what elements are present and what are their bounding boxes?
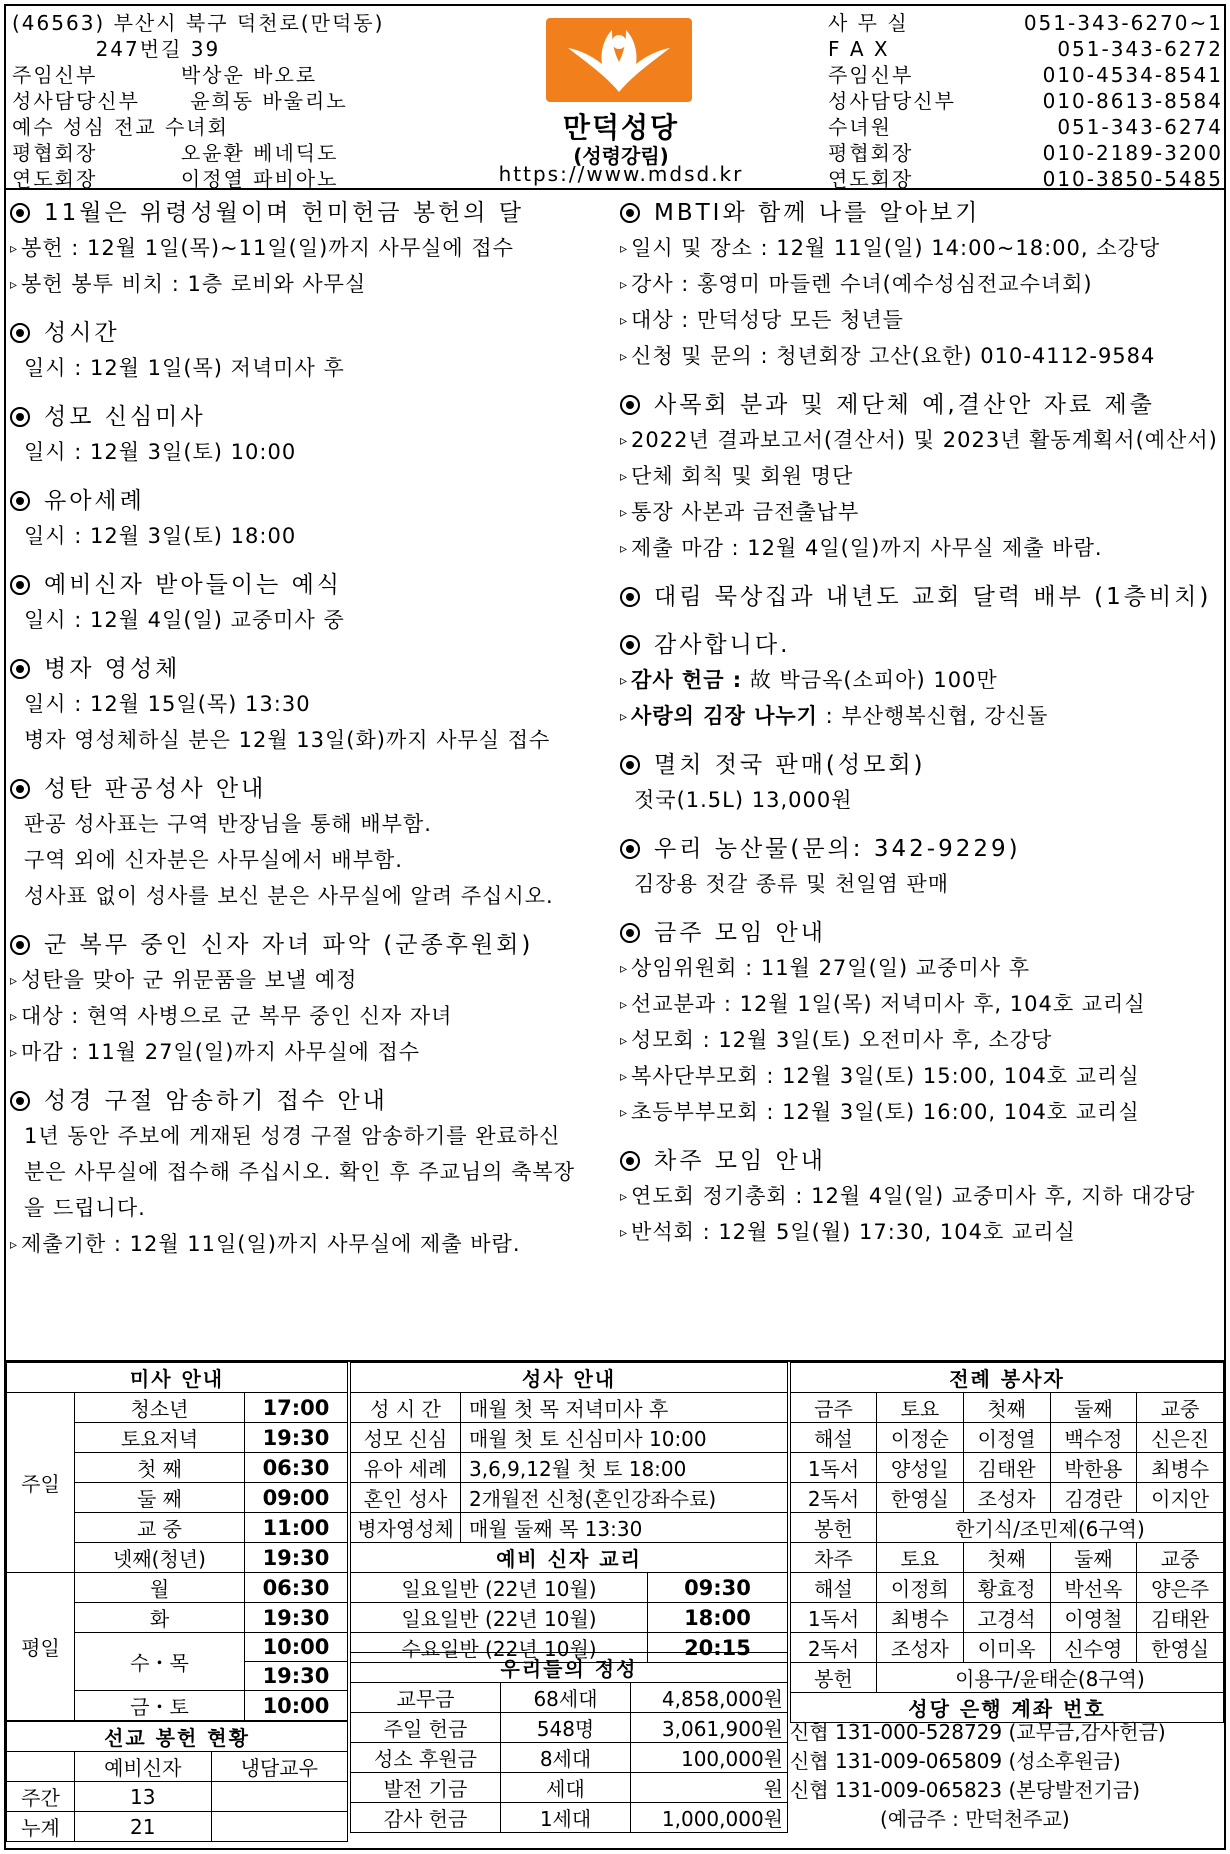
notice-title: 예비신자 받아들이는 예식 xyxy=(10,568,610,602)
liturgy-header: 금주 xyxy=(791,1393,877,1423)
notice-section xyxy=(10,484,610,554)
triangle-bullet-icon: ▹ xyxy=(620,505,629,521)
notice-line: ▹ 연도회 정기총회 : 12월 4일(일) 교중미사 후, 지하 대강당 xyxy=(620,1184,1196,1208)
notice-line: 성사표 없이 성사를 보신 분은 사무실에 알려 주십시오. xyxy=(24,884,554,908)
catechism-time: 18:00 xyxy=(648,1603,788,1633)
staff-line: 주임신부 박상운 바오로 xyxy=(12,63,318,87)
mass-time: 19:30 xyxy=(245,1423,348,1453)
notice-line: ▹ 단체 회칙 및 회원 명단 xyxy=(620,464,854,488)
notices-left-column xyxy=(10,196,610,1276)
offering-count: 548명 xyxy=(501,1713,631,1743)
catechism-time: 09:30 xyxy=(648,1573,788,1603)
notice-title: 11월은 위령성월이며 헌미헌금 봉헌의 달 xyxy=(10,196,610,230)
contact-row: 성사담당신부 010-8613-8584 xyxy=(828,89,1223,113)
notice-line: ▹ 일시 및 장소 : 12월 11일(일) 14:00~18:00, 소강당 xyxy=(620,236,1161,260)
offering-table xyxy=(350,1652,788,1833)
mass-name: 월 xyxy=(75,1573,245,1603)
notice-title: 성경 구절 암송하기 접수 안내 xyxy=(10,1084,610,1118)
mission-title: 선교 봉헌 현황 xyxy=(7,1722,348,1752)
triangle-bullet-icon: ▹ xyxy=(10,973,19,989)
liturgy-header: 첫째 xyxy=(963,1393,1050,1423)
liturgy-person: 박선옥 xyxy=(1050,1573,1137,1603)
notice-title: 성시간 xyxy=(10,316,610,350)
notice-line: 일시 : 12월 3일(토) 10:00 xyxy=(24,440,297,464)
mass-time: 19:30 xyxy=(245,1543,348,1573)
liturgy-header: 둘째 xyxy=(1050,1543,1137,1573)
triangle-bullet-icon: ▹ xyxy=(620,277,629,293)
notice-title: 유아세례 xyxy=(10,484,610,518)
notice-section xyxy=(10,316,610,386)
address-line: 247번길 39 xyxy=(12,37,221,61)
offering-amount: 100,000원 xyxy=(631,1743,788,1773)
triangle-bullet-icon: ▹ xyxy=(620,469,629,485)
parish-contact-right xyxy=(828,10,1223,192)
catechism-time: 20:15 xyxy=(648,1633,788,1663)
notice-section xyxy=(620,916,1226,1130)
staff-line: 예수 성심 전교 수녀회 xyxy=(12,115,229,139)
contact-row: 연도회장 010-3850-5485 xyxy=(828,167,1223,191)
notice-section xyxy=(620,628,1226,734)
offering-name: 발전 기금 xyxy=(351,1773,501,1803)
notice-title: 금주 모임 안내 xyxy=(620,916,1226,950)
bank-account-holder: (예금주 : 만덕천주교) xyxy=(880,1807,1070,1831)
notice-line: ▹ 제출기한 : 12월 11일(일)까지 사무실에 제출 바람. xyxy=(10,1232,521,1256)
offering-count: 8세대 xyxy=(501,1743,631,1773)
bullseye-icon xyxy=(10,323,30,343)
catechism-class: 일요일반 (22년 10월) xyxy=(351,1573,648,1603)
parish-name: 만덕성당 xyxy=(562,111,680,144)
notice-line: ▹ 봉헌 봉투 비치 : 1층 로비와 사무실 xyxy=(10,272,367,296)
offering-name: 감사 헌금 xyxy=(351,1803,501,1833)
notice-line: ▹ 반석회 : 12월 5일(월) 17:30, 104호 교리실 xyxy=(620,1220,1076,1244)
notice-line: 1년 동안 주보에 게재된 성경 구절 암송하기를 완료하신 xyxy=(24,1124,561,1148)
triangle-bullet-icon: ▹ xyxy=(620,349,629,365)
mass-name: 첫 째 xyxy=(75,1453,245,1483)
notice-line: ▹ 성탄을 맞아 군 위문품을 보낼 예정 xyxy=(10,968,358,992)
sacrament-desc: 2개월전 신청(혼인강좌수료) xyxy=(461,1483,788,1513)
bullseye-icon xyxy=(620,839,640,859)
liturgy-role: 봉헌 xyxy=(791,1663,877,1693)
triangle-bullet-icon: ▹ xyxy=(620,1189,629,1205)
liturgy-header: 차주 xyxy=(791,1543,877,1573)
liturgy-person: 이정순 xyxy=(877,1423,964,1453)
offering-count: 세대 xyxy=(501,1773,631,1803)
notice-line: ▹ 사랑의 김장 나누기 : 부산행복신협, 강신돌 xyxy=(620,704,1049,728)
liturgy-person: 조성자 xyxy=(877,1633,964,1663)
notice-line: ▹ 마감 : 11월 27일(일)까지 사무실에 접수 xyxy=(10,1040,421,1064)
notice-section xyxy=(10,772,610,914)
sacrament-name: 유아 세례 xyxy=(351,1453,461,1483)
liturgy-person: 고경석 xyxy=(963,1603,1050,1633)
bullseye-icon xyxy=(10,1091,30,1111)
mass-name: 교 중 xyxy=(75,1513,245,1543)
liturgy-table xyxy=(790,1362,1224,1723)
weekday-label: 평일 xyxy=(7,1573,75,1721)
contact-row: 주임신부 010-4534-8541 xyxy=(828,63,1223,87)
bullseye-icon xyxy=(620,587,640,607)
sacrament-name: 성모 신심 xyxy=(351,1423,461,1453)
notice-section xyxy=(620,748,1226,818)
notice-title: 우리 농산물(문의: 342-9229) xyxy=(620,832,1226,866)
liturgy-person: 이정열 xyxy=(963,1423,1050,1453)
liturgy-role: 봉헌 xyxy=(791,1513,877,1543)
liturgy-person: 이미옥 xyxy=(963,1633,1050,1663)
parish-url[interactable]: https://www.mdsd.kr xyxy=(498,162,744,186)
sacrament-name: 성 시 간 xyxy=(351,1393,461,1423)
notice-line: 판공 성사표는 구역 반장님을 통해 배부함. xyxy=(24,812,432,836)
triangle-bullet-icon: ▹ xyxy=(620,1069,629,1085)
notice-section xyxy=(620,388,1226,566)
liturgy-person: 조성자 xyxy=(963,1483,1050,1513)
mass-time: 06:30 xyxy=(245,1453,348,1483)
mass-time: 17:00 xyxy=(245,1393,348,1423)
sacrament-table xyxy=(350,1362,788,1663)
notice-title: 차주 모임 안내 xyxy=(620,1144,1226,1178)
notice-section xyxy=(10,652,610,758)
liturgy-person: 이지안 xyxy=(1137,1483,1224,1513)
mission-value: 21 xyxy=(75,1812,212,1842)
parish-contact-left xyxy=(12,10,384,192)
triangle-bullet-icon: ▹ xyxy=(620,997,629,1013)
notices-right-column xyxy=(620,196,1226,1264)
sacrament-desc: 매월 첫 토 신심미사 10:00 xyxy=(461,1423,788,1453)
liturgy-header: 첫째 xyxy=(963,1543,1050,1573)
bullseye-icon xyxy=(620,635,640,655)
triangle-bullet-icon: ▹ xyxy=(10,1009,19,1025)
notice-line: ▹ 신청 및 문의 : 청년회장 고산(요한) 010-4112-9584 xyxy=(620,344,1156,368)
contact-row: 수녀원 051-343-6274 xyxy=(828,115,1223,139)
bullseye-icon xyxy=(10,575,30,595)
address-line: (46563) 부산시 북구 덕천로(만덕동) xyxy=(12,11,385,35)
notice-section xyxy=(620,196,1226,374)
mass-time: 09:00 xyxy=(245,1483,348,1513)
bullseye-icon xyxy=(10,407,30,427)
mission-col: 예비신자 xyxy=(75,1752,212,1782)
triangle-bullet-icon: ▹ xyxy=(620,1033,629,1049)
notice-title: 군 복무 중인 신자 자녀 파악 (군종후원회) xyxy=(10,928,610,962)
liturgy-role: 2독서 xyxy=(791,1633,877,1663)
dove-icon xyxy=(546,18,692,102)
notice-line: ▹ 강사 : 홍영미 마들렌 수녀(예수성심전교수녀회) xyxy=(620,272,1093,296)
triangle-bullet-icon: ▹ xyxy=(620,433,629,449)
notice-line: 분은 사무실에 접수해 주십시오. 확인 후 주교님의 축복장 xyxy=(24,1160,575,1184)
notice-section xyxy=(10,400,610,470)
triangle-bullet-icon: ▹ xyxy=(620,313,629,329)
liturgy-person: 최병수 xyxy=(877,1603,964,1633)
bullseye-icon xyxy=(10,203,30,223)
mass-time: 10:00 xyxy=(245,1691,348,1721)
liturgy-header: 토요 xyxy=(877,1393,964,1423)
liturgy-role: 해설 xyxy=(791,1573,877,1603)
liturgy-person: 신은진 xyxy=(1137,1423,1224,1453)
offering-count: 1세대 xyxy=(501,1803,631,1833)
notice-section xyxy=(10,196,610,302)
notice-title: 사목회 분과 및 제단체 예,결산안 자료 제출 xyxy=(620,388,1226,422)
liturgy-person: 한영실 xyxy=(1137,1633,1224,1663)
bulletin-header xyxy=(4,4,1226,190)
bank-account-line: 신협 131-000-528729 (교무금,감사헌금) xyxy=(790,1720,1166,1744)
bullseye-icon xyxy=(620,203,640,223)
bank-account-line: 신협 131-009-065823 (본당발전기금) xyxy=(790,1778,1141,1802)
bank-account-line: 신협 131-009-065809 (성소후원금) xyxy=(790,1749,1121,1773)
liturgy-person: 황효정 xyxy=(963,1573,1050,1603)
notice-line: ▹ 선교분과 : 12월 1일(목) 저녁미사 후, 104호 교리실 xyxy=(620,992,1146,1016)
sacrament-desc: 3,6,9,12월 첫 토 18:00 xyxy=(461,1453,788,1483)
mission-row-label: 주간 xyxy=(7,1782,75,1812)
notice-line: 구역 외에 신자분은 사무실에서 배부함. xyxy=(24,848,403,872)
bullseye-icon xyxy=(10,659,30,679)
contact-row: 평협회장 010-2189-3200 xyxy=(828,141,1223,165)
liturgy-role: 1독서 xyxy=(791,1603,877,1633)
bullseye-icon xyxy=(10,779,30,799)
notice-title: 병자 영성체 xyxy=(10,652,610,686)
liturgy-header: 교중 xyxy=(1137,1543,1224,1573)
notice-title: 감사합니다. xyxy=(620,628,1226,662)
staff-line: 성사담당신부 윤희동 바울리노 xyxy=(12,89,348,113)
liturgy-person: 양성일 xyxy=(877,1453,964,1483)
notice-line: ▹ 통장 사본과 금전출납부 xyxy=(620,500,860,524)
offering-amount: 원 xyxy=(631,1773,788,1803)
notice-line: 병자 영성체하실 분은 12월 13일(화)까지 사무실 접수 xyxy=(24,728,551,752)
notice-line: ▹ 2022년 결과보고서(결산서) 및 2023년 활동계획서(예산서) xyxy=(620,428,1218,452)
sacrament-desc: 매월 둘째 목 13:30 xyxy=(461,1513,788,1543)
liturgy-header: 교중 xyxy=(1137,1393,1224,1423)
offering-amount: 4,858,000원 xyxy=(631,1683,788,1713)
triangle-bullet-icon: ▹ xyxy=(10,1045,19,1061)
mass-name: 넷째(청년) xyxy=(75,1543,245,1573)
notice-section xyxy=(620,832,1226,902)
contact-row: 사 무 실 051-343-6270~1 xyxy=(828,11,1223,35)
liturgy-header: 토요 xyxy=(877,1543,964,1573)
liturgy-person: 양은주 xyxy=(1137,1573,1224,1603)
liturgy-title: 전례 봉사자 xyxy=(791,1363,1224,1393)
mission-value: 13 xyxy=(75,1782,212,1812)
catechism-title: 예비 신자 교리 xyxy=(351,1543,788,1573)
notice-line: 일시 : 12월 3일(토) 18:00 xyxy=(24,524,297,548)
mass-time: 10:00 xyxy=(245,1633,348,1662)
liturgy-person: 김경란 xyxy=(1050,1483,1137,1513)
liturgy-role: 2독서 xyxy=(791,1483,877,1513)
mission-row-label: 누계 xyxy=(7,1812,75,1842)
notice-title: 대림 묵상집과 내년도 교회 달력 배부 (1층비치) xyxy=(620,580,1226,614)
mass-time: 19:30 xyxy=(245,1662,348,1691)
notice-section xyxy=(10,928,610,1070)
notice-line: 일시 : 12월 1일(목) 저녁미사 후 xyxy=(24,356,345,380)
liturgy-person: 신수영 xyxy=(1050,1633,1137,1663)
offering-count: 68세대 xyxy=(501,1683,631,1713)
sacrament-name: 혼인 성사 xyxy=(351,1483,461,1513)
notice-title: 멸치 젓국 판매(성모회) xyxy=(620,748,1226,782)
mission-value xyxy=(211,1782,348,1812)
staff-line: 연도회장 이정열 파비아노 xyxy=(12,167,339,191)
bullseye-icon xyxy=(620,1151,640,1171)
triangle-bullet-icon: ▹ xyxy=(10,241,19,257)
mass-time: 06:30 xyxy=(245,1573,348,1603)
mass-time: 19:30 xyxy=(245,1603,348,1633)
mass-name: 수・목 xyxy=(75,1633,245,1691)
notice-line: 젓국(1.5L) 13,000원 xyxy=(634,788,853,812)
bullseye-icon xyxy=(620,395,640,415)
mass-name: 화 xyxy=(75,1603,245,1633)
notice-line: ▹ 복사단부모회 : 12월 3일(토) 15:00, 104호 교리실 xyxy=(620,1064,1140,1088)
mass-name: 청소년 xyxy=(75,1393,245,1423)
triangle-bullet-icon: ▹ xyxy=(620,241,629,257)
sunday-label: 주일 xyxy=(7,1393,75,1573)
notices-area xyxy=(4,190,1226,1360)
notice-title: MBTI와 함께 나를 알아보기 xyxy=(620,196,1226,230)
bullseye-icon xyxy=(620,755,640,775)
notice-line: ▹ 상임위원회 : 11월 27일(일) 교중미사 후 xyxy=(620,956,1031,980)
triangle-bullet-icon: ▹ xyxy=(620,1105,629,1121)
notice-section xyxy=(620,1144,1226,1250)
offering-amount: 1,000,000원 xyxy=(631,1803,788,1833)
mass-title: 미사 안내 xyxy=(7,1363,348,1393)
notice-line: 일시 : 12월 4일(일) 교중미사 중 xyxy=(24,608,345,632)
bullseye-icon xyxy=(620,923,640,943)
notice-line: ▹ 제출 마감 : 12월 4일(일)까지 사무실 제출 바람. xyxy=(620,536,1103,560)
notice-section xyxy=(10,1084,610,1262)
offering-name: 교무금 xyxy=(351,1683,501,1713)
triangle-bullet-icon: ▹ xyxy=(10,1237,19,1253)
notice-section xyxy=(10,568,610,638)
mission-value xyxy=(211,1812,348,1842)
notice-title: 성탄 판공성사 안내 xyxy=(10,772,610,806)
notice-line: ▹ 감사 헌금 : 故 박금옥(소피아) 100만 xyxy=(620,668,998,692)
catechism-class: 수요일반 (22년 10월) xyxy=(351,1633,648,1663)
liturgy-offering: 한기식/조민제(6구역) xyxy=(877,1513,1224,1543)
bullseye-icon xyxy=(10,935,30,955)
liturgy-person: 김태완 xyxy=(963,1453,1050,1483)
sacrament-title: 성사 안내 xyxy=(351,1363,788,1393)
notice-line: ▹ 성모회 : 12월 3일(토) 오전미사 후, 소강당 xyxy=(620,1028,1053,1052)
notice-section xyxy=(620,580,1226,614)
liturgy-person: 박한용 xyxy=(1050,1453,1137,1483)
offering-title: 우리들의 정성 xyxy=(351,1653,788,1683)
notice-line: ▹ 대상 : 만덕성당 모든 청년들 xyxy=(620,308,904,332)
notice-line: ▹ 초등부부모회 : 12월 3일(토) 16:00, 104호 교리실 xyxy=(620,1100,1140,1124)
offering-name: 성소 후원금 xyxy=(351,1743,501,1773)
liturgy-offering: 이용구/윤태순(8구역) xyxy=(877,1663,1224,1693)
triangle-bullet-icon: ▹ xyxy=(620,709,629,725)
mission-col: 냉담교우 xyxy=(211,1752,348,1782)
liturgy-person: 한영실 xyxy=(877,1483,964,1513)
bank-title: 성당 은행 계좌 번호 xyxy=(791,1693,1224,1723)
liturgy-role: 1독서 xyxy=(791,1453,877,1483)
triangle-bullet-icon: ▹ xyxy=(620,673,629,689)
bank-accounts xyxy=(790,1718,1222,1834)
sacrament-desc: 매월 첫 목 저녁미사 후 xyxy=(461,1393,788,1423)
mass-schedule-table xyxy=(6,1362,348,1721)
mass-name: 토요저녁 xyxy=(75,1423,245,1453)
mass-name: 둘 째 xyxy=(75,1483,245,1513)
notice-line: 일시 : 12월 15일(목) 13:30 xyxy=(24,692,311,716)
triangle-bullet-icon: ▹ xyxy=(620,961,629,977)
liturgy-header: 둘째 xyxy=(1050,1393,1137,1423)
triangle-bullet-icon: ▹ xyxy=(620,1225,629,1241)
dove-logo xyxy=(546,18,692,102)
notice-line: ▹ 봉헌 : 12월 1일(목)~11일(일)까지 사무실에 접수 xyxy=(10,236,514,260)
bullseye-icon xyxy=(10,491,30,511)
catechism-class: 일요일반 (22년 10월) xyxy=(351,1603,648,1633)
liturgy-role: 해설 xyxy=(791,1423,877,1453)
notice-line: 을 드립니다. xyxy=(24,1196,146,1220)
notice-line: ▹ 대상 : 현역 사병으로 군 복무 중인 신자 자녀 xyxy=(10,1004,453,1028)
offering-name: 주일 헌금 xyxy=(351,1713,501,1743)
mission-status-table xyxy=(6,1721,348,1842)
mass-name: 금・토 xyxy=(75,1691,245,1721)
mass-time: 11:00 xyxy=(245,1513,348,1543)
triangle-bullet-icon: ▹ xyxy=(620,541,629,557)
liturgy-person: 백수정 xyxy=(1050,1423,1137,1453)
liturgy-person: 최병수 xyxy=(1137,1453,1224,1483)
notice-title: 성모 신심미사 xyxy=(10,400,610,434)
offering-amount: 3,061,900원 xyxy=(631,1713,788,1743)
liturgy-person: 김태완 xyxy=(1137,1603,1224,1633)
notice-line: 김장용 젓갈 종류 및 천일염 판매 xyxy=(634,872,950,896)
liturgy-person: 이정희 xyxy=(877,1573,964,1603)
triangle-bullet-icon: ▹ xyxy=(10,277,19,293)
staff-line: 평협회장 오윤환 베네딕도 xyxy=(12,141,339,165)
liturgy-person: 이영철 xyxy=(1050,1603,1137,1633)
parish-subtitle: (성령강림) xyxy=(573,144,669,168)
contact-row: F A X 051-343-6272 xyxy=(828,37,1223,61)
sacrament-name: 병자영성체 xyxy=(351,1513,461,1543)
